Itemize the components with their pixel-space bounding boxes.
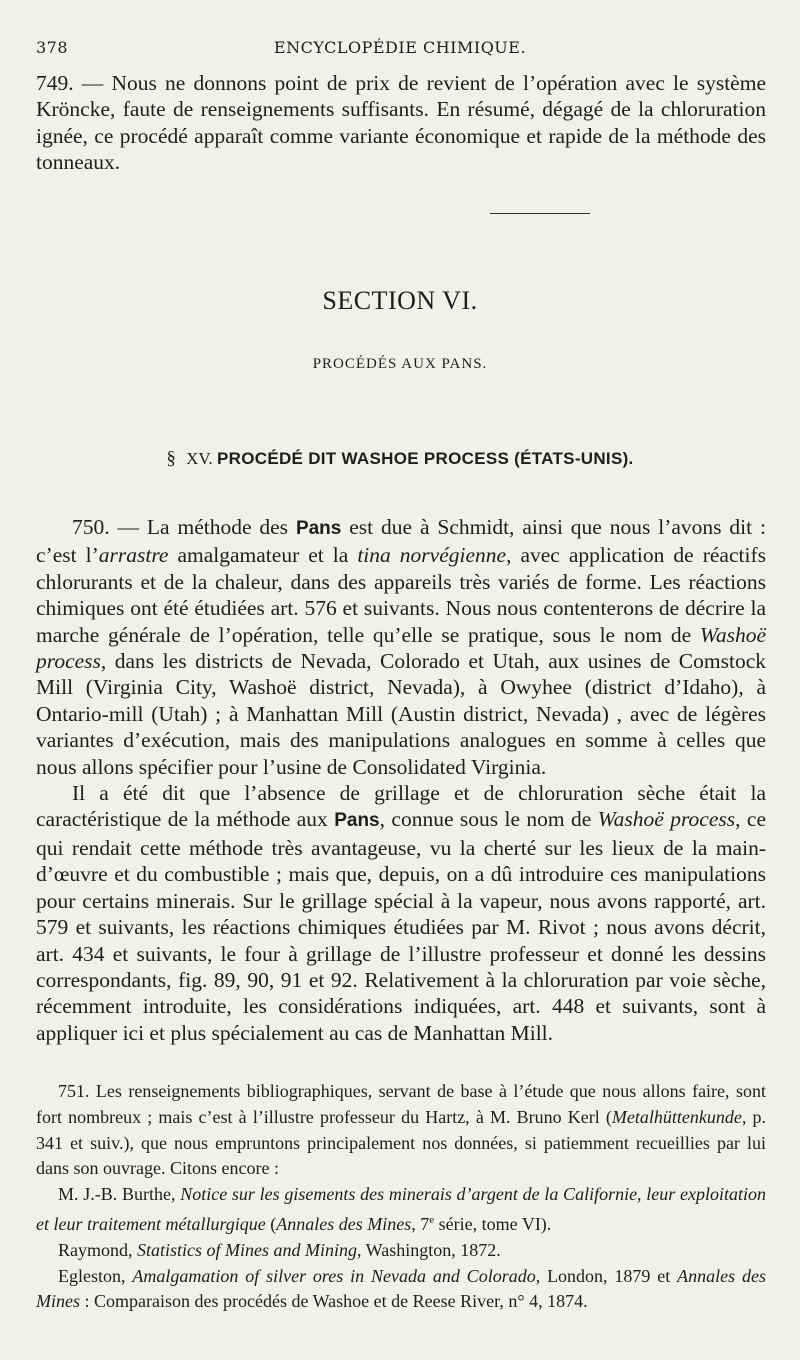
paragraph-750	[36, 514, 766, 1046]
citation-journal: Annales des Mines	[36, 1265, 766, 1312]
paragraph-heading-number: XV.	[186, 449, 213, 468]
text-run: 751. Les renseignements bibliographiques, servant de base à l’étude que nous allons faire, sont fort nombreux ; mais c’est à l’illustre professeur du Hartz, à M. Bruno Kerl (	[36, 1081, 766, 1127]
text-run: Egleston,	[58, 1265, 133, 1286]
text-run: Il a été dit que l’absence de grillage et de chloruration sèche était la caractéristique de la méthode aux	[36, 781, 766, 832]
term-tina: tina norvégienne	[357, 543, 507, 568]
running-title: ENCYCLOPÉDIE CHIMIQUE.	[273, 38, 527, 57]
paragraph-heading-title: PROCÉDÉ DIT WASHOE PROCESS (ÉTATS-UNIS).	[217, 449, 634, 468]
term-washoe-process: Washoë process	[597, 807, 736, 832]
paragraph-text: — Nous ne donnons point de prix de revient de l’opération avec le système Kröncke, faute de renseignements suffisants. En résumé, dégagé de la chloruration ignée, ce procédé apparaît comme variante économique et rapide de la méthode des tonneaux.	[36, 71, 766, 175]
separator-rule	[490, 213, 590, 214]
citation-journal: Annales des Mines	[276, 1213, 412, 1234]
paragraph-number: 750.	[72, 515, 110, 539]
section-title: SECTION VI.	[322, 286, 478, 315]
section-subtitle: PROCÉDÉS AUX PANS.	[312, 356, 488, 372]
text-run: , Washington, 1872.	[357, 1239, 501, 1260]
text-run: : Comparaison des procédés de Washoe et de Reese River, n° 4, 1874.	[80, 1291, 588, 1312]
text-run: , London, 1879 et	[535, 1265, 678, 1286]
text-run: , avec application de réactifs chlorurants et de la chaleur, dans des appareils très variés de forme. Les réactions chimiques ont été étudiées art. 576 et suivants. Nous nous contenterons de décrire la marche générale de l’opération, telle qu’elle se pratique, sous le nom de	[36, 543, 766, 647]
bibliography-intro	[36, 1079, 766, 1182]
text-run: — La méthode des	[109, 515, 296, 539]
text-run: , connue sous le nom de	[379, 807, 598, 832]
term-pans: Pans	[295, 518, 342, 539]
paragraph-750-second	[36, 780, 766, 1046]
term-pans: Pans	[334, 810, 380, 832]
text-run: est due à Schmidt, ainsi que nous l’avons dit : c’est l’	[36, 515, 766, 568]
citation-burthe	[36, 1182, 766, 1238]
citation-raymond	[36, 1238, 766, 1264]
text-run: , p. 341 et suiv.), que nous empruntons principalement nos données, si patiemment recueillies par lui dans son ouvrage. Citons encore :	[36, 1106, 767, 1179]
paragraph-749	[36, 70, 766, 176]
text-run: Raymond,	[58, 1239, 137, 1260]
text-run: M. J.-B. Burthe,	[58, 1184, 181, 1205]
paragraph-750-first	[36, 514, 766, 780]
text-run: , ce qui rendait cette méthode très avantageuse, vu la cherté sur les lieux de la main-d’œuvre et du combustible ; mais que, depuis, on a dû introduire ces manipulations pour certains minerais. Sur le grillage spécial à la vapeur, nous avons rapporté, art. 579 et suivants, les réactions chimiques étudiées par M. Rivot ; nous avons décrit, art. 434 et suivants, le four à grillage de l’illustre professeur et donné les dessins correspondants, fig. 89, 90, 91 et 92. Relativement à la chloruration par voie sèche, récemment introduite, les considérations indiquées, art. 448 et suivants, sont à appliquer ici et plus spécialement au cas de Manhattan Mill.	[36, 807, 766, 1045]
text-run: , dans les districts de Nevada, Colorado et Utah, aux usines de Comstock Mill (Virginia City, Washoë district, Nevada), à Owyhee (district d’Idaho), à Ontario-mill (Utah) ; à Manhattan Mill (Austin district, Nevada) , avec de légères variantes d’exécution, mais des manipulations analogues en somme à celles que nous allons spécifier pour l’usine de Consolidated Virginia.	[36, 649, 766, 779]
page-number: 378	[36, 38, 69, 57]
paragraph-heading	[0, 448, 800, 470]
citation-egleston	[36, 1264, 766, 1316]
citation-title: Notice sur les gisements des minerais d’argent de la Californie, leur exploitation et leur traitement métallurgique	[36, 1184, 767, 1234]
citation-title: Metalhüttenkunde	[611, 1106, 742, 1127]
section-symbol: §	[166, 448, 176, 469]
citation-title: Amalgamation of silver ores in Nevada and Colorado	[132, 1265, 536, 1286]
paragraph-751	[36, 1079, 766, 1315]
text-run: amalgamateur et la	[168, 543, 358, 568]
text-run: série, tome VI).	[434, 1213, 552, 1234]
paragraph-number: 749.	[36, 71, 74, 95]
text-run: , 7	[411, 1213, 430, 1234]
term-arrastre: arrastre	[98, 543, 169, 568]
term-washoe-process: Washoë process	[36, 622, 766, 674]
citation-title: Statistics of Mines and Mining	[137, 1239, 357, 1260]
text-run: (	[265, 1213, 277, 1234]
superscript: e	[429, 1213, 435, 1226]
page-header	[36, 38, 764, 62]
